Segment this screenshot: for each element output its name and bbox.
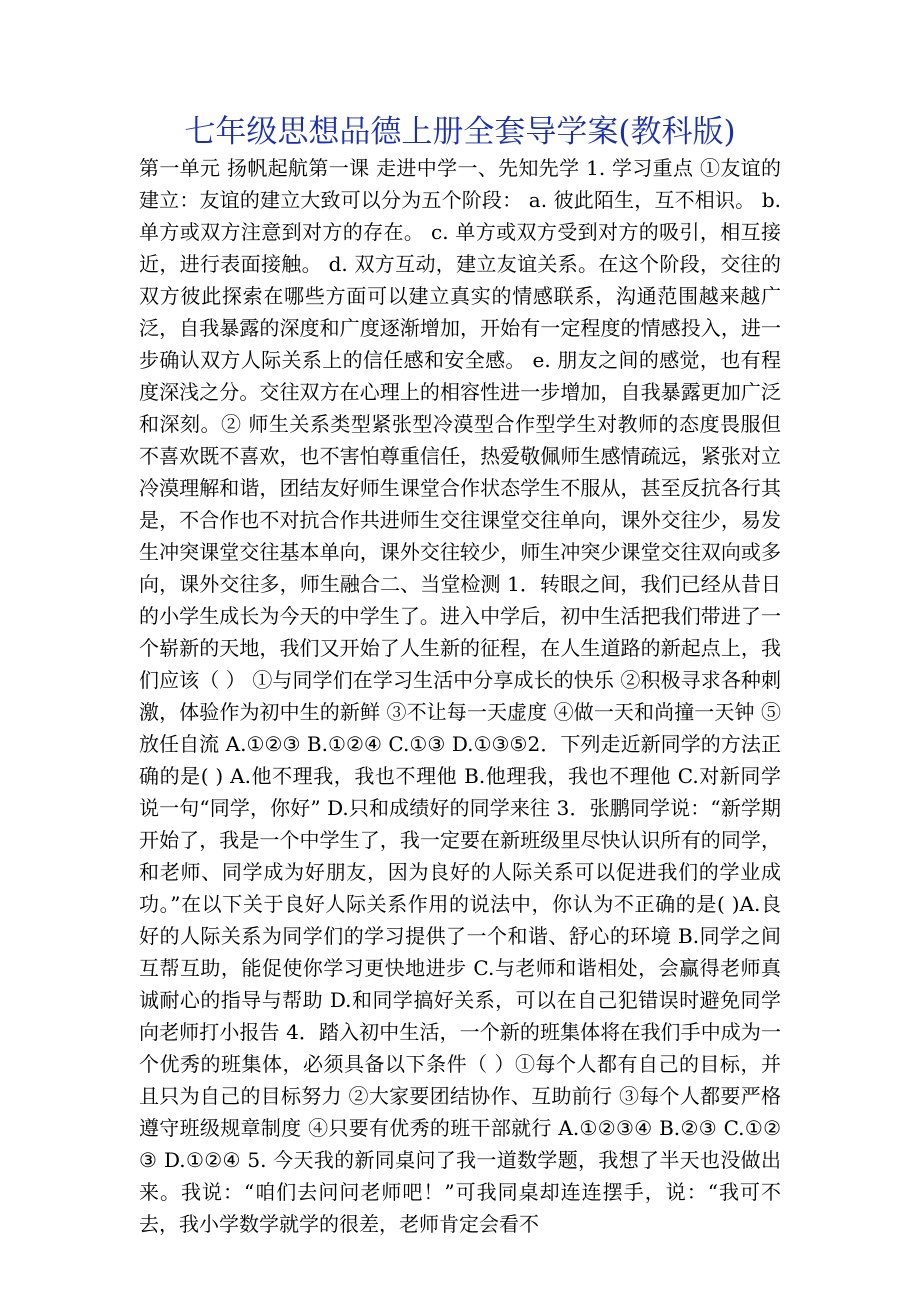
document-body-text: 第一单元 扬帆起航第一课 走进中学一、先知先学 1. 学习重点 ①友谊的建立：友谊的建立大致可以分为五个阶段： a. 彼此陌生，互不相识。 b.单方或双方注意到对方的存在。 c. 单方或双方受到对方的吸引，相互接近，进行表面接触。 d. 双方互动，建立友谊关系。在这个阶段，交往的双方彼此探索在哪些方面可以建立真实的情感联系，沟通范围越来越广泛，自我暴露的深度和广度逐渐增加，开始有一定程度的情感投入，进一步确认双方人际关系上的信任感和安全感。 e. 朋友之间的感觉，也有程度深浅之分。交往双方在心理上的相容性进一步增加，自我暴露更加广泛和深刻。② 师生关系类型紧张型冷漠型合作型学生对教师的态度畏服但不喜欢既不喜欢，也不害怕尊重信任，热爱敬佩师生感情疏远，紧张对立冷漠理解和谐，团结友好师生课堂合作状态学生不服从，甚至反抗各行其是，不合作也不对抗合作共进师生交往课堂交往单向，课外交往少，易发生冲突课堂交往基本单向，课外交往较少，师生冲突少课堂交往双向或多向，课外交往多，师生融合二、当堂检测 1．转眼之间，我们已经从昔日的小学生成长为今天的中学生了。进入中学后，初中生活把我们带进了一个崭新的天地，我们又开始了人生新的征程，在人生道路的新起点上，我们应该（ ） ①与同学们在学习生活中分享成长的快乐 ②积极寻求各种刺激，体验作为初中生的新鲜 ③不让每一天虚度 ④做一天和尚撞一天钟 ⑤放任自流 A.①②③ B.①②④ C.①③ D.①③⑤2．下列走近新同学的方法正确的是( ) A.他不理我，我也不理他 B.他理我，我也不理他 C.对新同学说一句“同学，你好” D.只和成绩好的同学来往 3．张鹏同学说：“新学期开始了，我是一个中学生了，我一定要在新班级里尽快认识所有的同学，和老师、同学成为好朋友，因为良好的人际关系可以促进我们的学业成功。”在以下关于良好人际关系作用的说法中，你认为不正确的是( )A.良好的人际关系为同学们的学习提供了一个和谐、舒心的环境 B.同学之间互帮互助，能促使你学习更快地进步 C.与老师和谐相处，会赢得老师真诚耐心的指导与帮助 D.和同学搞好关系，可以在自己犯错误时避免同学向老师打小报告 4．踏入初中生活，一个新的班集体将在我们手中成为一个优秀的班集体，必须具备以下条件（ ）①每个人都有自己的目标，并且只为自己的目标努力 ②大家要团结协作、互助前行 ③每个人都要严格遵守班级规章制度 ④只要有优秀的班干部就行 A.①②③④ B.②③ C.①②③ D.①②④ 5. 今天我的新同桌问了我一道数学题，我想了半天也没做出来。我说：“咱们去问问老师吧！”可我同桌却连连摆手，说：“我可不去，我小学数学就学的很差，老师肯定会看不 [139,156,781,1236]
document-title: 七年级思想品德上册全套导学案(教科版) [184,114,736,150]
